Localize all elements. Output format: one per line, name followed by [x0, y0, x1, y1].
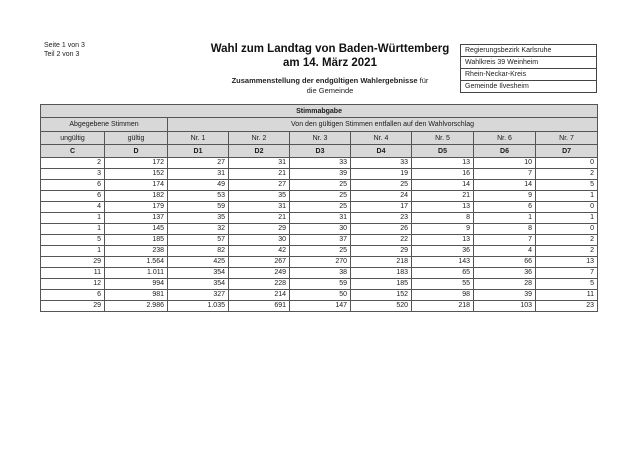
cell: 1.564: [105, 257, 168, 268]
cell: 23: [351, 213, 412, 224]
table-row: [41, 301, 598, 312]
region-box-wahlkreis: Wahlkreis 39 Weinheim: [460, 56, 597, 69]
cell: 182: [105, 191, 168, 202]
cell: 30: [229, 235, 290, 246]
page-title: Wahl zum Landtag von Baden-Württemberg: [210, 43, 450, 55]
cell: 29: [41, 301, 105, 312]
cell: 31: [290, 213, 351, 224]
cell: 33: [290, 158, 351, 169]
cell: 6: [41, 191, 105, 202]
cell: 25: [351, 180, 412, 191]
page-info: [44, 41, 85, 59]
col-header-nr2: Nr. 2: [229, 132, 290, 145]
cell: 1: [536, 213, 598, 224]
cell: 29: [229, 224, 290, 235]
col-code-d6: D6: [474, 145, 536, 158]
cell: 35: [229, 191, 290, 202]
cell: 4: [41, 202, 105, 213]
cell: 981: [105, 290, 168, 301]
cell: 327: [168, 290, 229, 301]
cell: 172: [105, 158, 168, 169]
cell: 25: [290, 191, 351, 202]
cell: 65: [412, 268, 474, 279]
col-header-nr7: Nr. 7: [536, 132, 598, 145]
col-code-d4: D4: [351, 145, 412, 158]
region-box-list: [460, 44, 597, 93]
cell: 13: [536, 257, 598, 268]
cell: 33: [351, 158, 412, 169]
col-code-d: D: [105, 145, 168, 158]
cell: 82: [168, 246, 229, 257]
cell: 5: [536, 279, 598, 290]
cell: 0: [536, 224, 598, 235]
cell: 49: [168, 180, 229, 191]
group-header-abgegebene: Abgegebene Stimmen: [41, 118, 168, 132]
page-title-date: am 14. März 2021: [283, 56, 377, 69]
table-row: [41, 191, 598, 202]
cell: 29: [351, 246, 412, 257]
cell: 6: [474, 202, 536, 213]
cell: 2: [536, 169, 598, 180]
cell: 6: [41, 180, 105, 191]
cell: 21: [229, 213, 290, 224]
results-tbody: [41, 158, 598, 312]
cell: 12: [41, 279, 105, 290]
group-header-gueltige: Von den gültigen Stimmen entfallen auf den Wahlvorschlag: [168, 118, 598, 132]
cell: 183: [351, 268, 412, 279]
table-row: [41, 169, 598, 180]
table-row: [41, 213, 598, 224]
cell: 218: [351, 257, 412, 268]
col-header-nr3: Nr. 3: [290, 132, 351, 145]
cell: 137: [105, 213, 168, 224]
region-box-kreis: Rhein-Neckar-Kreis: [460, 68, 597, 81]
cell: 152: [351, 290, 412, 301]
cell: 147: [290, 301, 351, 312]
cell: 3: [41, 169, 105, 180]
cell: 7: [536, 268, 598, 279]
cell: 1: [41, 246, 105, 257]
cell: 14: [474, 180, 536, 191]
table-row: [41, 224, 598, 235]
cell: 0: [536, 202, 598, 213]
cell: 152: [105, 169, 168, 180]
cell: 31: [229, 202, 290, 213]
cell: 21: [412, 191, 474, 202]
cell: 27: [168, 158, 229, 169]
cell: 14: [412, 180, 474, 191]
cell: 1: [41, 224, 105, 235]
cell: 42: [229, 246, 290, 257]
cell: 2: [536, 246, 598, 257]
subtitle-suffix: für: [417, 76, 429, 85]
subtitle-line2: die Gemeinde: [306, 85, 354, 95]
cell: 4: [474, 246, 536, 257]
cell: 145: [105, 224, 168, 235]
table-row: [41, 290, 598, 301]
cell: 11: [41, 268, 105, 279]
cell: 1: [41, 213, 105, 224]
cell: 27: [229, 180, 290, 191]
cell: 6: [41, 290, 105, 301]
cell: 29: [41, 257, 105, 268]
cell: 32: [168, 224, 229, 235]
cell: 218: [412, 301, 474, 312]
table-row: [41, 257, 598, 268]
cell: 2: [41, 158, 105, 169]
table-row: [41, 180, 598, 191]
col-code-d5: D5: [412, 145, 474, 158]
col-header-gueltig: gültig: [105, 132, 168, 145]
cell: 30: [290, 224, 351, 235]
cell: 39: [474, 290, 536, 301]
cell: 8: [474, 224, 536, 235]
cell: 179: [105, 202, 168, 213]
cell: 2.986: [105, 301, 168, 312]
cell: 57: [168, 235, 229, 246]
cell: 520: [351, 301, 412, 312]
col-header-nr5: Nr. 5: [412, 132, 474, 145]
cell: 9: [474, 191, 536, 202]
region-box-regierungsbezirk: Regierungsbezirk Karlsruhe: [460, 44, 597, 57]
table-title: Stimmabgabe: [41, 105, 598, 118]
cell: 13: [412, 158, 474, 169]
col-header-nr1: Nr. 1: [168, 132, 229, 145]
cell: 25: [290, 180, 351, 191]
cell: 98: [412, 290, 474, 301]
part-number: Teil 2 von 3: [44, 51, 80, 58]
region-box-gemeinde: Gemeinde Ilvesheim: [460, 80, 597, 93]
cell: 270: [290, 257, 351, 268]
cell: 5: [41, 235, 105, 246]
cell: 174: [105, 180, 168, 191]
cell: 19: [351, 169, 412, 180]
cell: 8: [412, 213, 474, 224]
cell: 31: [229, 158, 290, 169]
table-row: [41, 268, 598, 279]
cell: 1: [536, 191, 598, 202]
cell: 9: [412, 224, 474, 235]
col-header-nr6: Nr. 6: [474, 132, 536, 145]
cell: 994: [105, 279, 168, 290]
cell: 249: [229, 268, 290, 279]
cell: 238: [105, 246, 168, 257]
cell: 50: [290, 290, 351, 301]
cell: 53: [168, 191, 229, 202]
cell: 36: [474, 268, 536, 279]
col-code-d3: D3: [290, 145, 351, 158]
cell: 22: [351, 235, 412, 246]
cell: 0: [536, 158, 598, 169]
table-row: [41, 158, 598, 169]
cell: 36: [412, 246, 474, 257]
cell: 26: [351, 224, 412, 235]
cell: 425: [168, 257, 229, 268]
cell: 1: [474, 213, 536, 224]
table-row: [41, 279, 598, 290]
col-header-nr4: Nr. 4: [351, 132, 412, 145]
cell: 31: [168, 169, 229, 180]
cell: 59: [168, 202, 229, 213]
cell: 1.035: [168, 301, 229, 312]
cell: 267: [229, 257, 290, 268]
results-table: [40, 104, 598, 312]
col-code-d7: D7: [536, 145, 598, 158]
cell: 16: [412, 169, 474, 180]
cell: 17: [351, 202, 412, 213]
cell: 354: [168, 279, 229, 290]
cell: 25: [290, 246, 351, 257]
cell: 103: [474, 301, 536, 312]
subtitle-bold: Zusammenstellung der endgültigen Wahlergebnisse: [231, 76, 418, 85]
cell: 10: [474, 158, 536, 169]
subtitle: [150, 76, 510, 95]
table-row: [41, 202, 598, 213]
col-code-d2: D2: [229, 145, 290, 158]
cell: 5: [536, 180, 598, 191]
cell: 1.011: [105, 268, 168, 279]
cell: 66: [474, 257, 536, 268]
col-code-d1: D1: [168, 145, 229, 158]
cell: 185: [351, 279, 412, 290]
cell: 39: [290, 169, 351, 180]
cell: 228: [229, 279, 290, 290]
cell: 28: [474, 279, 536, 290]
cell: 185: [105, 235, 168, 246]
cell: 23: [536, 301, 598, 312]
cell: 24: [351, 191, 412, 202]
cell: 38: [290, 268, 351, 279]
col-header-ungueltig: ungültig: [41, 132, 105, 145]
cell: 37: [290, 235, 351, 246]
cell: 354: [168, 268, 229, 279]
cell: 59: [290, 279, 351, 290]
cell: 13: [412, 202, 474, 213]
cell: 691: [229, 301, 290, 312]
cell: 35: [168, 213, 229, 224]
cell: 7: [474, 235, 536, 246]
cell: 25: [290, 202, 351, 213]
cell: 143: [412, 257, 474, 268]
table-row: [41, 235, 598, 246]
cell: 214: [229, 290, 290, 301]
cell: 2: [536, 235, 598, 246]
col-code-c: C: [41, 145, 105, 158]
cell: 55: [412, 279, 474, 290]
title-block: [150, 43, 510, 95]
cell: 21: [229, 169, 290, 180]
page-number: Seite 1 von 3: [44, 42, 85, 49]
cell: 7: [474, 169, 536, 180]
cell: 13: [412, 235, 474, 246]
cell: 11: [536, 290, 598, 301]
table-row: [41, 246, 598, 257]
